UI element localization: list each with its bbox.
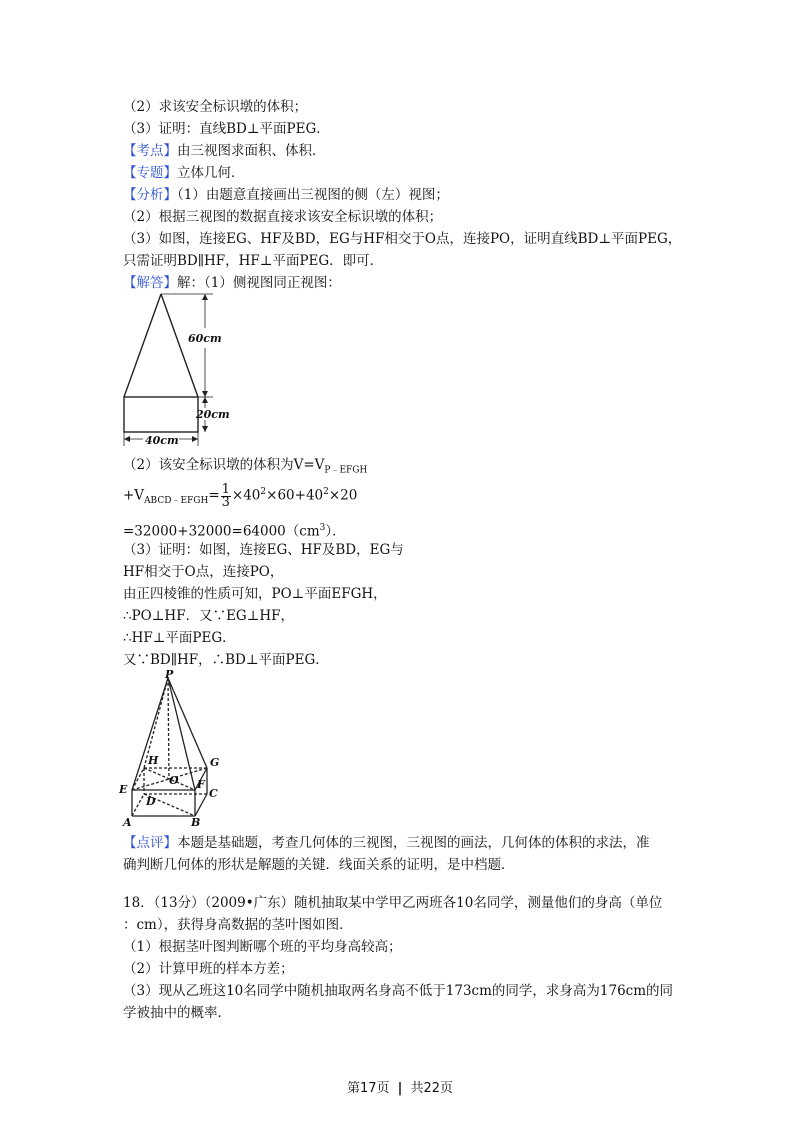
label-20cm: 20cm <box>196 408 230 421</box>
label-p: P <box>165 668 174 681</box>
dianping-tag: 【点评】 <box>123 835 177 851</box>
label-o: O <box>169 774 179 787</box>
label-60cm: 60cm <box>188 332 222 345</box>
jieda-text: 解：（1）侧视图同正视图： <box>177 275 341 291</box>
volume-line-2: $+V_{ABCD﹣EFGH}=$ $\frac{1}{3}$ $\times 40^2\times 60+40^2\times 20$ <box>123 481 358 510</box>
footer-separator: | <box>397 1081 403 1096</box>
solid-figure <box>115 668 225 832</box>
text-line: （2）根据三视图的数据直接求该安全标识墩的体积； <box>123 209 443 225</box>
text-line: （2）求该安全标识墩的体积； <box>123 99 308 115</box>
fenxi-line <box>123 185 449 205</box>
text-line: ∴HF⊥平面PEG． <box>123 630 236 646</box>
page-total: 共22页 <box>410 1081 454 1096</box>
label-h: H <box>148 754 159 767</box>
fraction-one-third: $\frac{1}{3}$ <box>221 481 230 510</box>
side-view-figure <box>115 286 235 454</box>
label-d: D <box>146 795 156 808</box>
text-line: ∴PO⊥HF．又∵EG⊥HF， <box>123 608 295 624</box>
text-line: 由正四棱锥的性质可知，PO⊥平面EFGH， <box>123 586 387 602</box>
label-c: C <box>209 787 218 800</box>
dianping-text: 本题是基础题，考查几何体的三视图，三视图的画法，几何体的体积的求法，准 <box>177 835 650 851</box>
zhuanti-line <box>123 163 245 183</box>
fenxi-text: （1）由题意直接画出三视图的侧（左）视图； <box>177 187 449 203</box>
text-line: （3）证明：直线BD⊥平面PEG． <box>123 121 330 137</box>
pyramid-left-edge <box>124 294 161 397</box>
base-rectangle <box>124 397 198 432</box>
text-line: 又∵BD∥HF，∴BD⊥平面PEG． <box>123 652 329 668</box>
kaodian-text: 由三视图求面积、体积． <box>177 143 326 159</box>
label-b: B <box>191 816 201 828</box>
label-a: A <box>123 816 132 828</box>
text-line: 确判断几何体的形状是解题的关键．线面关系的证明，是中档题． <box>123 857 515 873</box>
page-number: 第17页 <box>346 1081 390 1096</box>
question-18-line: 18．（13分）（2009•广东）随机抽取某中学甲乙两班各10名同学，测量他们的身高（单位 <box>123 895 663 911</box>
label-40cm: 40cm <box>145 434 179 447</box>
zhuanti-tag: 【专题】 <box>123 165 177 181</box>
zhuanti-text: 立体几何． <box>177 165 245 181</box>
text-line: 学被抽中的概率． <box>123 1005 231 1021</box>
dianping-line <box>123 833 650 853</box>
text-line: （1）根据茎叶图判断哪个班的平均身高较高； <box>123 939 402 955</box>
text-line: （3）如图，连接EG、HF及BD，EG与HF相交于O点，连接PO，证明直线BD⊥平面PEG， <box>123 231 682 247</box>
label-e: E <box>119 783 128 796</box>
kaodian-tag: 【考点】 <box>123 143 177 159</box>
kaodian-line <box>123 141 326 161</box>
label-f: F <box>197 778 205 791</box>
jieda-tag: 【解答】 <box>123 275 177 291</box>
text-line: 只需证明BD∥HF，HF⊥平面PEG．即可． <box>123 253 384 269</box>
pyramid-right-edge <box>161 294 198 397</box>
text-line: （3）现从乙班这10名同学中随机抽取两名身高不低于173cm的同学，求身高为176cm的同 <box>123 983 674 999</box>
text-line: （2）计算甲班的样本方差； <box>123 961 294 977</box>
text-line: ：cm），获得身高数据的茎叶图如图． <box>123 917 353 933</box>
volume-line-3: $=32000+32000=64000(cm^3)$． <box>123 523 346 540</box>
page-footer <box>0 1077 800 1096</box>
text-line: HF相交于O点，连接PO， <box>123 564 284 580</box>
label-g: G <box>210 756 220 769</box>
text-line: （3）证明：如图，连接EG、HF及BD，EG与 <box>123 542 404 558</box>
volume-line-1: （2）该安全标识墩的体积为$V=V_{P﹣EFGH}$ <box>123 457 368 476</box>
fenxi-tag: 【分析】 <box>123 187 177 203</box>
